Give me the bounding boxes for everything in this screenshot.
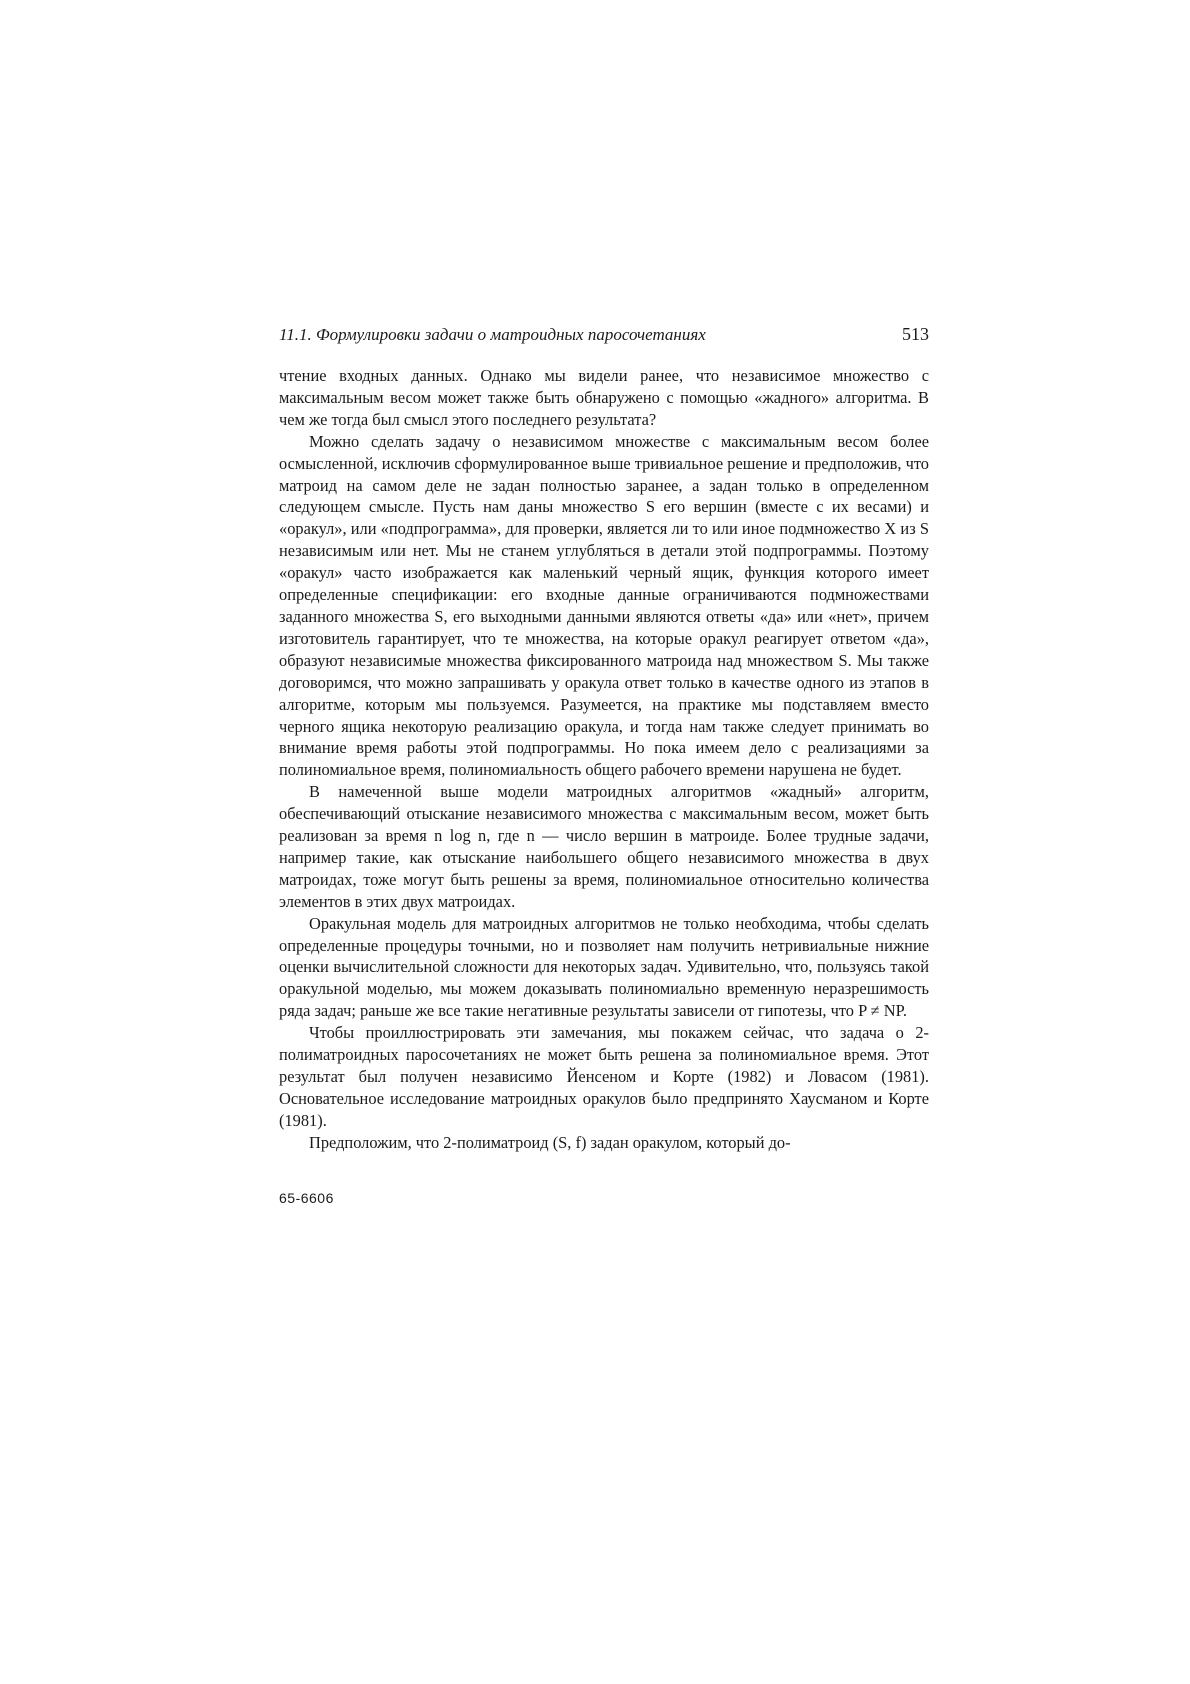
signature-code: 65-6606 — [279, 1189, 334, 1206]
text-block — [279, 324, 929, 1206]
paragraph-3: В намеченной выше модели матроидных алгоритмов «жадный» алгоритм, обеспечивающий отыскание независимого множества с максимальным весом, может быть реализован за время n log n, где n — число вершин в матроиде. Более трудные задачи, например такие, как отыскание наибольшего общего независимого множества в двух матроидах, тоже могут быть решены за время, полиномиальное относительно количества элементов в этих двух матроидах. — [279, 782, 929, 911]
paragraph-6: Предположим, что 2-полиматроид (S, f) задан оракулом, который до- — [309, 1132, 791, 1152]
paragraph-5: Чтобы проиллюстрировать эти замечания, мы покажем сейчас, что задача о 2-полиматроидных паросочетаниях не может быть решена за полиномиальное время. Этот результат был получен независимо Йенсеном и Корте (1982) и Ловасом (1981). Основательное исследование матроидных оракулов было предпринято Хаусманом и Корте (1981). — [279, 1023, 929, 1130]
running-head — [279, 324, 929, 345]
running-title: 11.1. Формулировки задачи о матроидных паросочетаниях — [279, 325, 706, 344]
paragraph-1: чтение входных данных. Однако мы видели ранее, что независимое множество с максимальным весом может также быть обнаружено с помощью «жадного» алгоритма. В чем же тогда был смысл этого последнего результата? — [279, 366, 929, 429]
paragraph-2: Можно сделать задачу о независимом множестве с максимальным весом более осмысленной, исключив сформулированное выше тривиальное решение и предположив, что матроид на самом деле не задан полностью заранее, а задан только в определенном следующем смысле. Пусть нам даны множество S его вершин (вместе с их весами) и «оракул», или «подпрограмма», для проверки, является ли то или иное подмножество X из S независимым или нет. Мы не станем углубляться в детали этой подпрограммы. Поэтому «оракул» часто изображается как маленький черный ящик, функция которого имеет определенные спецификации: его входные данные ограничиваются подмножествами заданного множества S, его выходными данными являются ответы «да» или «нет», причем изготовитель гарантирует, что те множества, на которые оракул реагирует ответом «да», образуют независимые множества фиксированного матроида над множеством S. Мы также договоримся, что можно запрашивать у оракула ответ только в качестве одного из этапов в алгоритме, которым мы пользуемся. Разумеется, на практике мы подставляем вместо черного ящика некоторую реализацию оракула, и тогда нам также следует принимать во внимание время работы этой подпрограммы. Но пока имеем дело с реализациями за полиномиальное время, полиномиальность общего рабочего времени нарушена не будет. — [279, 431, 929, 780]
body-text — [279, 365, 929, 1154]
paragraph-4: Оракульная модель для матроидных алгоритмов не только необходима, чтобы сделать определенные процедуры точными, но и позволяет нам получить нетривиальные нижние оценки вычислительной сложности для некоторых задач. Удивительно, что, пользуясь такой оракульной моделью, мы можем доказывать полиномиально временную неразрешимость ряда задач; раньше же все такие негативные результаты зависели от гипотезы, что P ≠ NP. — [279, 913, 929, 1021]
page-number: 513 — [902, 324, 929, 344]
